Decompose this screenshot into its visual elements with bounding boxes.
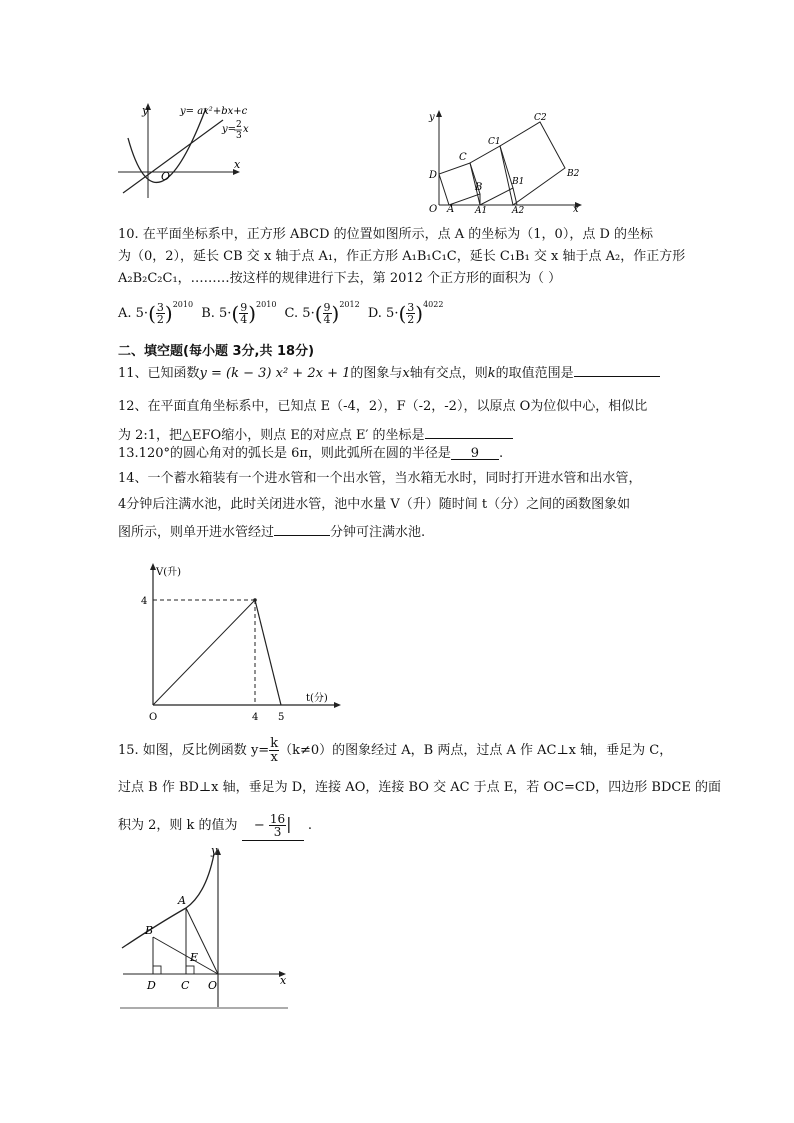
point-label-A2: A2	[512, 206, 525, 216]
q10-option-a[interactable]: A. 5·( $\frac{3}{2}$ )$^{2010}$	[118, 300, 194, 326]
point-label-D: D	[429, 170, 438, 181]
point-label-O: O	[208, 979, 218, 992]
point-label-C1: C1	[488, 137, 501, 147]
point-label-E: E	[190, 951, 199, 964]
x-axis-label: x	[234, 158, 241, 171]
point-label-A1: A1	[475, 206, 488, 216]
q12-answer-blank[interactable]	[425, 424, 513, 439]
tank-graph	[138, 560, 343, 725]
q15-line3: 积为 2，则 k 的值为 − $\frac{16}{3}$ | .	[118, 812, 312, 839]
point-label-B2: B2	[567, 169, 580, 179]
q15-answer-blank[interactable]: − $\frac{16}{3}$ |	[242, 813, 304, 841]
x-axis-label: x	[573, 204, 579, 215]
y-axis-label: y	[429, 112, 435, 123]
line-equation-den: 3	[236, 131, 242, 141]
point-label-C2: C2	[534, 113, 547, 123]
q15-answer-den: 3	[273, 825, 282, 839]
q15-line2: 过点 B 作 BD⊥x 轴，垂足为 D，连接 AO，连接 BO 交 AC 于点 E，若 OC=CD，四边形 BDCE 的面	[118, 780, 721, 795]
q10-option-d[interactable]: D. 5·( $\frac{3}{2}$ )$^{4022}$	[367, 300, 444, 326]
q15-answer-num: 16	[269, 812, 286, 826]
q15-answer-sign: −	[253, 818, 265, 833]
q14-line2: 4分钟后注满水池，此时关闭进水管，池中水量 V（升）随时间 t（分）之间的函数图象如	[118, 497, 631, 512]
y-axis-label: y	[142, 104, 149, 117]
q10-line1: 10. 在平面坐标系中，正方形 ABCD 的位置如图所示，点 A 的坐标为（1，0），点 D 的坐标	[118, 227, 654, 242]
q10-option-c[interactable]: C. 5·( $\frac{9}{4}$ )$^{2012}$	[284, 300, 360, 326]
q13-line: 13.120°的圆心角对的弧长是 6π，则此弧所在圆的半径是 9 .	[118, 446, 504, 461]
section-heading: 二、填空题(每小题 3分,共 18分)	[118, 344, 315, 359]
origin-label: O	[429, 204, 438, 215]
origin-label: O	[149, 712, 158, 723]
x-axis-label: x	[280, 974, 287, 987]
line-equation-prefix: y=	[222, 124, 237, 135]
y-tick-4: 4	[141, 596, 148, 607]
q12-line1: 12、在平面直角坐标系中，已知点 E（-4，2），F（-2，-2），以原点 O为位似中心，相似比	[118, 399, 648, 414]
q13-answer-blank[interactable]	[451, 445, 499, 460]
q10-options	[118, 288, 447, 331]
v-axis-label: V(升)	[156, 567, 182, 578]
q11-line: 11、已知函数y = (k − 3) x² + 2x + 1的图象与x轴有交点，则k的取值范围是	[118, 362, 660, 383]
line-equation-suffix: x	[243, 124, 249, 135]
point-label-D: D	[147, 979, 156, 992]
line-equation-num: 2	[236, 120, 242, 130]
hyperbola-figure	[118, 842, 294, 1012]
q10-option-b[interactable]: B. 5·( $\frac{9}{4}$ )$^{2010}$	[201, 300, 277, 326]
q14-answer-blank[interactable]	[274, 521, 330, 536]
parabola-equation: y= ax²+bx+c	[180, 106, 248, 117]
x-tick-4: 4	[252, 712, 259, 723]
point-label-C: C	[181, 979, 190, 992]
x-tick-5: 5	[278, 712, 285, 723]
q15-line1: 15. 如图，反比例函数 y= $\frac{k}{x}$ （k≠0）的图象经过 A，B 两点，过点 A 作 AC⊥x 轴，垂足为 C，	[118, 736, 673, 765]
origin-label: O	[161, 170, 171, 183]
point-label-B: B	[145, 924, 154, 937]
q13-answer: 9	[470, 446, 480, 461]
point-label-A: A	[178, 894, 186, 907]
q14-line1: 14、一个蓄水箱装有一个进水管和一个出水管，当水箱无水时，同时打开进水管和出水管，	[118, 471, 642, 486]
point-label-A: A	[447, 204, 455, 215]
t-axis-label: t(分)	[306, 693, 328, 704]
q11-formula: y = (k − 3) x² + 2x + 1	[199, 366, 351, 381]
q10-line2: 为（0，2），延长 CB 交 x 轴于点 A₁，作正方形 A₁B₁C₁C，延长 C₁B₁ 交 x 轴于点 A₂，作正方形	[118, 249, 686, 264]
y-axis-label: y	[211, 844, 218, 857]
q14-line3: 图所示，则单开进水管经过 分钟可注满水池.	[118, 521, 425, 542]
q10-line3: A₂B₂C₂C₁，………按这样的规律进行下去，第 2012 个正方形的面积为（ ）	[118, 271, 562, 286]
point-label-B: B	[475, 182, 483, 193]
point-label-C: C	[459, 152, 467, 163]
squares-figure	[425, 108, 590, 216]
parabola-figure	[118, 100, 248, 200]
q11-answer-blank[interactable]	[574, 362, 660, 377]
point-label-B1: B1	[512, 177, 525, 187]
q12-line2: 为 2:1，把△EFO缩小，则点 E的对应点 E′ 的坐标是	[118, 424, 513, 445]
